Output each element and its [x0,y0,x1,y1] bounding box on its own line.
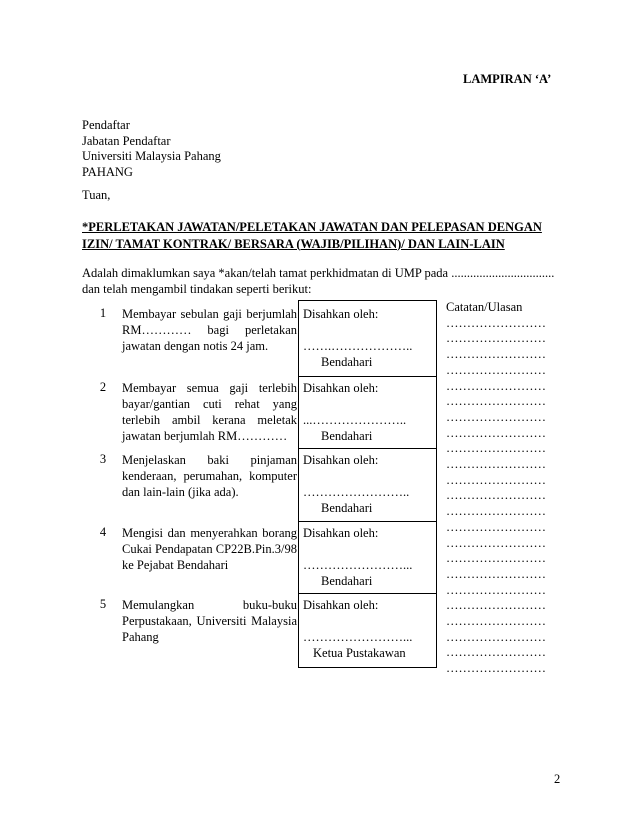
signer-title: Bendahari [321,429,373,443]
subject-heading: *PERLETAKAN JAWATAN/PELETAKAN JAWATAN DAN PELEPASAN DENGAN IZIN/ TAMAT KONTRAK/ BERSARA (WAJIB/PILIHAN)/ DAN LAIN-LAIN [82,220,542,251]
item-number: 1 [99,306,107,320]
note-line: …………………… [446,409,546,424]
address-line: Jabatan Pendaftar [82,133,171,148]
note-line: …………………… [446,582,546,597]
note-line: …………………… [446,614,546,629]
note-line: …………………… [446,551,546,566]
item-number: 5 [99,597,107,611]
signature-line: ……………………... [303,558,413,572]
recipient-address [82,118,221,180]
note-line: …………………… [446,394,546,409]
item-description: Membayar semua gaji terlebih bayar/gantian cuti rehat yang terlebih ambil kerana meletak jawatan berjumlah RM………… [122,381,297,443]
approval-box [298,593,437,667]
note-line: …………………… [446,425,546,440]
approved-by-label: Disahkan oleh: [303,307,379,321]
table-rule [298,300,437,301]
table-rule [298,593,437,594]
note-line: …………………… [446,378,546,393]
appendix-label: LAMPIRAN ‘A’ [463,72,552,86]
note-line: …………………… [446,566,546,581]
salutation: Tuan, [82,188,111,202]
item-description: Mengisi dan menyerahkan borang Cukai Pendapatan CP22B.Pin.3/98 ke Pejabat Bendahari [122,526,297,572]
approval-box [298,448,437,523]
table-rule [298,667,437,668]
signature-line: …………………….. [303,485,410,499]
item-number: 4 [99,525,107,539]
item-number: 2 [99,380,107,394]
note-line: …………………… [446,441,546,456]
note-line: …………………… [446,472,546,487]
signature-line: ...………………….. [303,413,407,427]
signature-line: ……………………... [303,630,413,644]
item-number: 3 [99,452,107,466]
approval-box [298,521,437,594]
table-rule [298,376,437,377]
note-line: …………………… [446,504,546,519]
note-line: …………………… [446,362,546,377]
approved-by-label: Disahkan oleh: [303,453,379,467]
note-line: …………………… [446,598,546,613]
address-line: Pendaftar [82,118,130,132]
note-line: …………………… [446,629,546,644]
approved-by-label: Disahkan oleh: [303,526,379,540]
note-line: …………………… [446,661,546,676]
signer-title: Bendahari [321,355,373,369]
approval-box [298,376,437,449]
approved-by-label: Disahkan oleh: [303,381,379,395]
approval-box [298,300,437,383]
item-description: Membayar sebulan gaji berjumlah RM………… bagi perletakan jawatan dengan notis 24 jam. [122,307,297,353]
note-line: …………………… [446,457,546,472]
note-line: …………………… [446,488,546,503]
note-line: …………………… [446,315,546,330]
approved-by-label: Disahkan oleh: [303,598,379,612]
note-line: …………………… [446,347,546,362]
item-description: Memulangkan buku-buku Perpustakaan, Universiti Malaysia Pahang [122,598,297,644]
notes-header: Catatan/Ulasan [446,300,523,314]
note-line: …………………… [446,645,546,660]
intro-line: Adalah dimaklumkan saya *akan/telah tamat perkhidmatan di UMP pada ................................. [82,266,555,280]
notes-column [446,300,546,677]
signer-title: Ketua Pustakawan [313,646,406,660]
table-rule [298,521,437,522]
page-number: 2 [554,772,561,786]
note-line: …………………… [446,535,546,550]
table-rule [298,448,437,449]
signature-line: …….……………….. [303,339,413,353]
address-line: PAHANG [82,164,133,179]
intro-line: dan telah mengambil tindakan seperti berikut: [82,282,312,296]
note-line: …………………… [446,331,546,346]
signer-title: Bendahari [321,501,373,515]
address-line: Universiti Malaysia Pahang [82,149,221,163]
intro-paragraph [82,265,566,297]
item-description: Menjelaskan baki pinjaman kenderaan, perumahan, komputer dan lain-lain (jika ada). [122,453,297,499]
signer-title: Bendahari [321,574,373,588]
note-line: …………………… [446,519,546,534]
